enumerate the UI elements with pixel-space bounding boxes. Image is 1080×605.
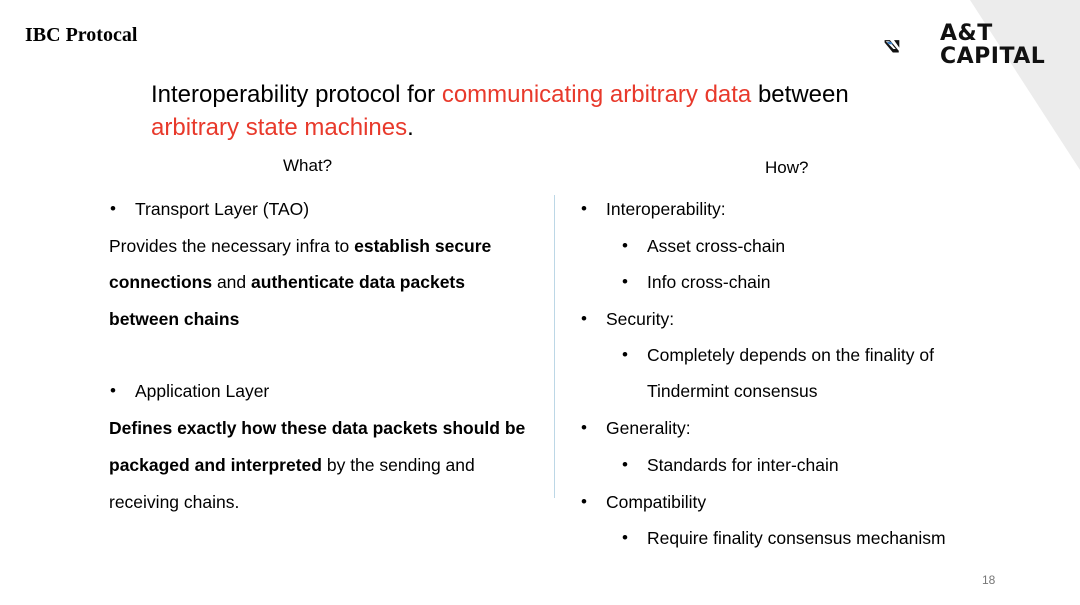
left-para2-line3: receiving chains.	[109, 492, 240, 512]
column-divider	[554, 195, 555, 498]
how-subitem: Asset cross-chain	[647, 236, 786, 256]
logo-line1: A&T	[940, 21, 993, 46]
left-para1-text: Provides the necessary infra to	[109, 236, 355, 256]
headline-part3: between	[751, 81, 849, 108]
how-item: Interoperability:	[606, 199, 726, 219]
logo-line2: CAPITAL	[940, 44, 1046, 69]
headline-highlight-2: arbitrary state machines	[151, 114, 408, 141]
left-para2-line1	[109, 418, 525, 439]
how-subitem: Tindermint consensus	[647, 381, 818, 401]
left-para1-bold: between chains	[109, 309, 240, 329]
how-item: Compatibility	[606, 492, 707, 512]
headline-highlight-1: communicating arbitrary data	[441, 81, 752, 108]
bullet-dot-icon: •	[622, 236, 628, 255]
headline-part1: Interoperability protocol for	[151, 81, 442, 108]
how-subitem: Completely depends on the finality of	[647, 345, 934, 365]
how-heading: How?	[765, 158, 809, 177]
left-para1-bold: authenticate data packets	[251, 272, 465, 292]
bullet-dot-icon: •	[110, 381, 116, 400]
logo-mark-icon	[884, 22, 940, 70]
how-item: Generality:	[606, 418, 691, 438]
left-para1-line1	[109, 236, 491, 257]
left-para1-line3	[109, 309, 239, 330]
left-para1-bold: connections	[109, 272, 213, 292]
how-subitem: Info cross-chain	[647, 272, 771, 292]
bullet-dot-icon: •	[581, 418, 587, 437]
slide-title: IBC Protocal	[25, 24, 138, 46]
bullet-dot-icon: •	[581, 492, 587, 511]
bullet-dot-icon: •	[622, 345, 628, 364]
how-subitem: Require finality consensus mechanism	[647, 528, 946, 548]
bullet-dot-icon: •	[622, 455, 628, 474]
left-para2-line2	[109, 455, 475, 476]
bullet-dot-icon: •	[622, 272, 628, 291]
left-para2-bold: packaged and interpreted	[109, 455, 322, 475]
left-para2-bold: Defines exactly how these data packets should be	[109, 418, 526, 438]
bullet-dot-icon: •	[622, 528, 628, 547]
page-number: 18	[982, 573, 996, 587]
logo-text	[940, 22, 1045, 68]
bullet-dot-icon: •	[581, 309, 587, 328]
left-para2-text: by the sending and	[321, 455, 475, 475]
left-para1-line2	[109, 272, 465, 293]
what-heading: What?	[283, 156, 333, 175]
left-bullet-transport: Transport Layer (TAO)	[135, 199, 310, 219]
how-subitem: Standards for inter-chain	[647, 455, 839, 475]
bullet-dot-icon: •	[110, 199, 116, 218]
bullet-dot-icon: •	[581, 199, 587, 218]
headline-part5: .	[407, 114, 414, 141]
headline	[151, 78, 941, 144]
left-para1-bold: establish secure	[354, 236, 492, 256]
left-para1-text: and	[212, 272, 252, 292]
left-bullet-application: Application Layer	[135, 381, 270, 401]
how-item: Security:	[606, 309, 675, 329]
